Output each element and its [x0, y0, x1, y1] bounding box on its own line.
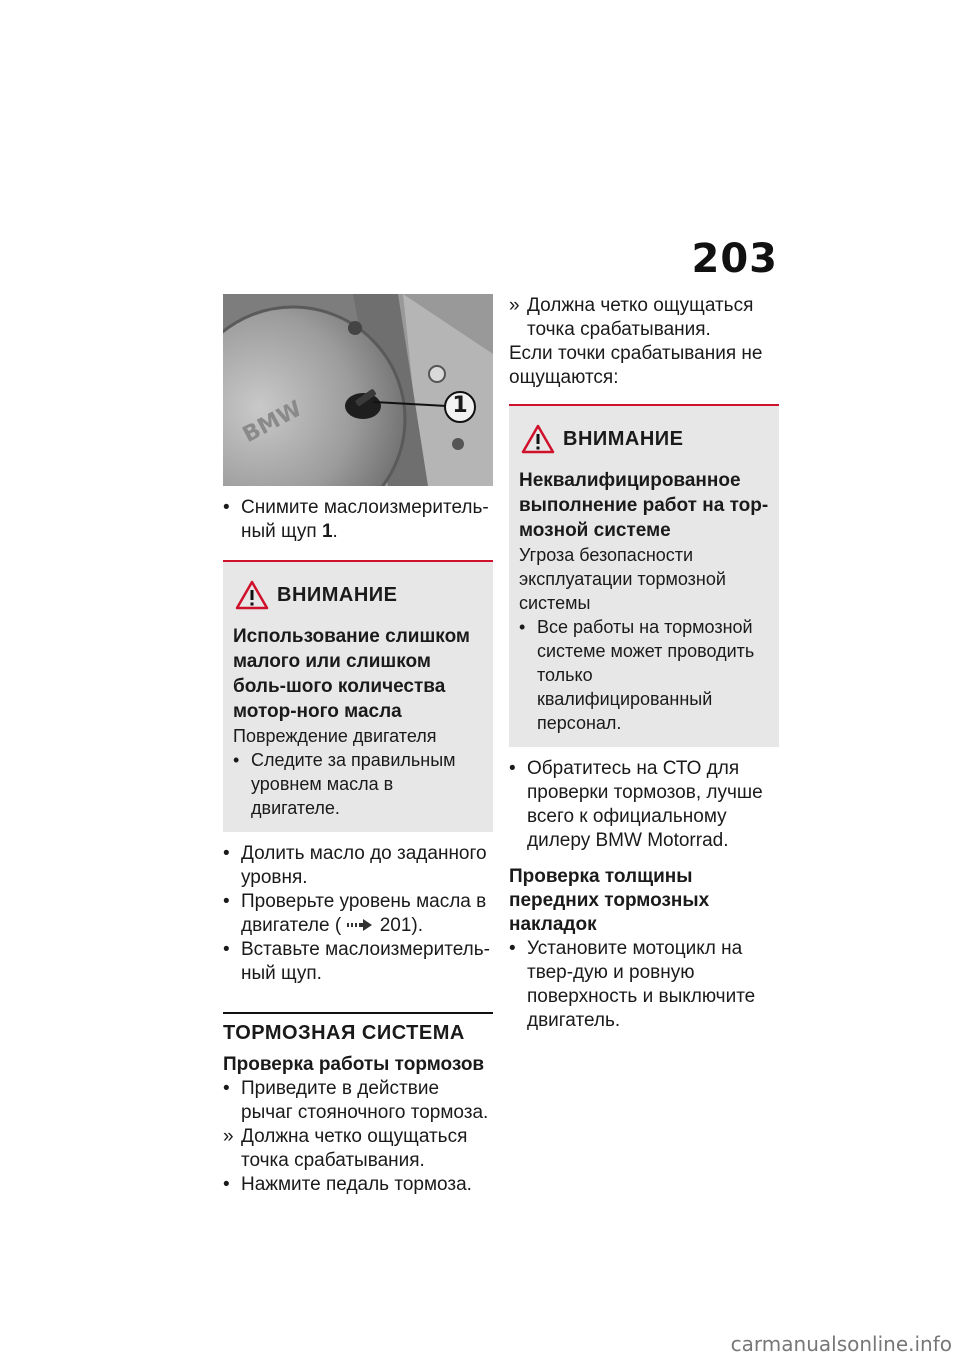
warning-consequence: Угроза безопасности эксплуатации тормозной системы: [519, 545, 726, 613]
bullet-icon: •: [223, 497, 230, 518]
svg-text:BMW: BMW: [238, 396, 307, 449]
callout-ref: 1: [321, 521, 333, 542]
result-icon: »: [509, 295, 520, 316]
warning-item: • Все работы на тормозной системе может проводить только квалифицированный персонал.: [519, 617, 755, 733]
warning-title: ВНИМАНИЕ: [277, 583, 398, 606]
callout-number: 1: [452, 393, 468, 418]
list-item: • Долить масло до заданного уровня.: [223, 843, 487, 888]
bullet-icon: •: [223, 891, 230, 912]
list-item: • Проверьте уровень масла в двигателе ( 201).: [223, 891, 487, 936]
watermark: carmanualsonline.info: [730, 1332, 952, 1356]
bullet-icon: •: [223, 1078, 230, 1099]
page-number: 203: [691, 236, 778, 282]
warning-consequence: Повреждение двигателя: [233, 726, 437, 746]
list-item: • Приведите в действие рычаг стояночного тормоза.: [223, 1078, 489, 1123]
engine-illustration: [223, 294, 493, 486]
engine-oil-dipstick-photo: [223, 294, 493, 486]
bullet-icon: •: [223, 1174, 230, 1195]
result-item: » Должна четко ощущаться точка срабатывания.: [509, 295, 754, 340]
arrow-ref-icon: [346, 918, 374, 932]
warning-triangle-icon: [235, 580, 269, 610]
result-icon: »: [223, 1126, 234, 1147]
condition-text: Если точки срабатывания не ощущаются:: [509, 343, 763, 388]
section-title: ТОРМОЗНАЯ СИСТЕМА: [223, 1012, 493, 1045]
subsection-title: Проверка толщины передних тормозных накладок: [509, 866, 710, 935]
page-reference[interactable]: 201).: [379, 915, 424, 936]
bullet-icon: •: [509, 758, 516, 779]
list-item: • Нажмите педаль тормоза.: [223, 1174, 472, 1195]
warning-heading: Неквалифицированное выполнение работ на тор-мозной системе: [519, 470, 769, 541]
warning-item: • Следите за правильным уровнем масла в двигателе.: [233, 750, 456, 818]
bullet-icon: •: [233, 750, 240, 770]
bullet-icon: •: [223, 843, 230, 864]
result-item: » Должна четко ощущаться точка срабатывания.: [223, 1126, 468, 1171]
list-item: • Снимите маслоизмеритель-ный щуп 1.: [223, 497, 489, 542]
warning-title: ВНИМАНИЕ: [563, 427, 684, 450]
bullet-icon: •: [223, 939, 230, 960]
left-column: [223, 294, 493, 1197]
warning-heading: Использование слишком малого или слишком боль-шого количества мотор-ного масла: [233, 626, 470, 722]
warning-box: [509, 404, 779, 747]
list-item: • Установите мотоцикл на твер-дую и ровную поверхность и выключите двигатель.: [509, 938, 756, 1031]
bullet-icon: •: [509, 938, 516, 959]
warning-triangle-icon: [521, 424, 555, 454]
list-item: • Обратитесь на СТО для проверки тормозов, лучше всего к официальному дилеру BMW Motorrad.: [509, 758, 763, 851]
right-column: [509, 294, 779, 1033]
subsection-title: Проверка работы тормозов: [223, 1054, 485, 1075]
warning-box: [223, 560, 493, 832]
list-item: • Вставьте маслоизмеритель-ный щуп.: [223, 939, 490, 984]
bullet-icon: •: [519, 617, 526, 637]
